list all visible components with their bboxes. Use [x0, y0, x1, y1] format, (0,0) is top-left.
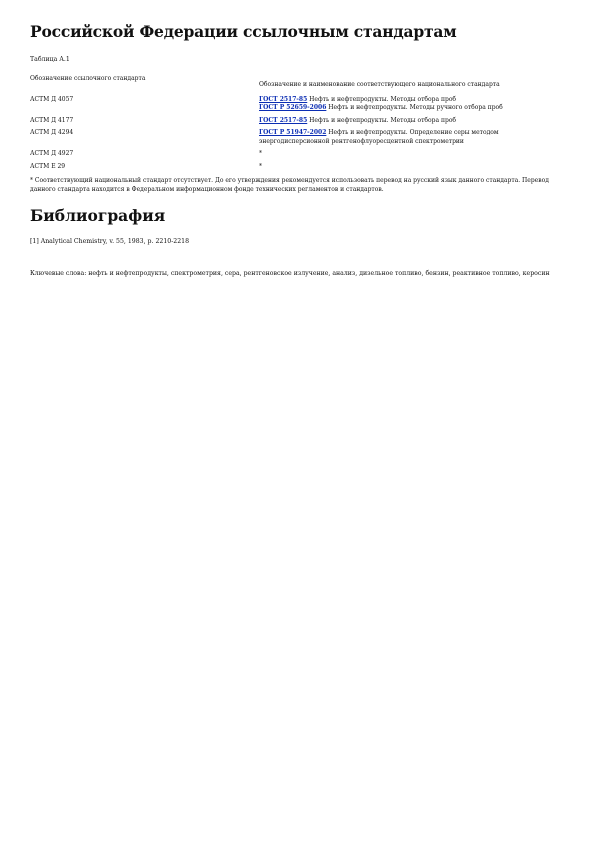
section-heading: Российской Федерации ссылочным стандартам — [30, 22, 457, 41]
standard-link[interactable]: ГОСТ Р 52659-2006 — [259, 104, 327, 111]
bibliography-item: [1] Analytical Chemistry, v. 55, 1983, p. 2210-2218 — [30, 238, 190, 245]
reference-cell: АСТМ Е 29 — [30, 162, 66, 170]
standard-title: Нефть и нефтепродукты. Методы отбора проб — [307, 116, 457, 124]
standard-title: Нефть и нефтепродукты. Методы ручного отбора проб — [326, 104, 503, 111]
standard-entry — [259, 104, 560, 113]
table-caption: Таблица А.1 — [30, 56, 70, 63]
standard-title: Нефть и нефтепродукты. Методы отбора проб — [307, 95, 457, 103]
table-header-row — [30, 75, 560, 96]
table-row — [30, 96, 560, 117]
national-cell — [259, 96, 560, 117]
table-row — [30, 117, 560, 130]
standard-entry — [259, 117, 560, 126]
reference-cell: АСТМ Д 4177 — [30, 116, 74, 124]
standard-link[interactable]: ГОСТ 2517-85 — [259, 95, 308, 103]
bibliography-heading: Библиография — [30, 206, 166, 225]
national-cell-note: * — [259, 150, 262, 157]
keywords: Ключевые слова: нефть и нефтепродукты, спектрометрия, сера, рентгеновское излучение, анализ, дизельное топливо, бензин, реактивное топливо, керосин — [30, 270, 550, 277]
national-cell — [259, 117, 560, 130]
national-cell — [259, 129, 560, 150]
table-row — [30, 129, 560, 150]
table-row — [30, 150, 560, 163]
reference-cell: АСТМ Д 4294 — [30, 129, 74, 136]
standard-entry — [259, 129, 560, 146]
standard-title: Нефть и нефтепродукты. Определение серы методом энергодисперсионной рентгенофлуоресцентной спектрометрии — [259, 129, 499, 145]
column-header-reference: Обозначение ссылочного стандарта — [30, 75, 146, 82]
document-page — [30, 22, 560, 278]
reference-cell: АСТМ Д 4927 — [30, 150, 74, 157]
reference-table — [30, 75, 560, 175]
standard-entry — [259, 96, 560, 105]
standard-link[interactable]: ГОСТ Р 51947-2002 — [259, 129, 327, 136]
table-row — [30, 163, 560, 176]
national-cell-note: * — [259, 162, 262, 170]
column-header-national: Обозначение и наименование соответствующего национального стандарта — [259, 81, 500, 88]
standard-link[interactable]: ГОСТ 2517-85 — [259, 116, 308, 124]
reference-cell: АСТМ Д 4057 — [30, 95, 74, 103]
table-footnote: * Соответствующий национальный стандарт отсутствует. До его утверждения рекомендуется использовать перевод на русский язык данного стандарта. Перевод данного стандарта находится в Федеральном информационном фонде технических регламентов и стандартов. — [30, 177, 549, 193]
